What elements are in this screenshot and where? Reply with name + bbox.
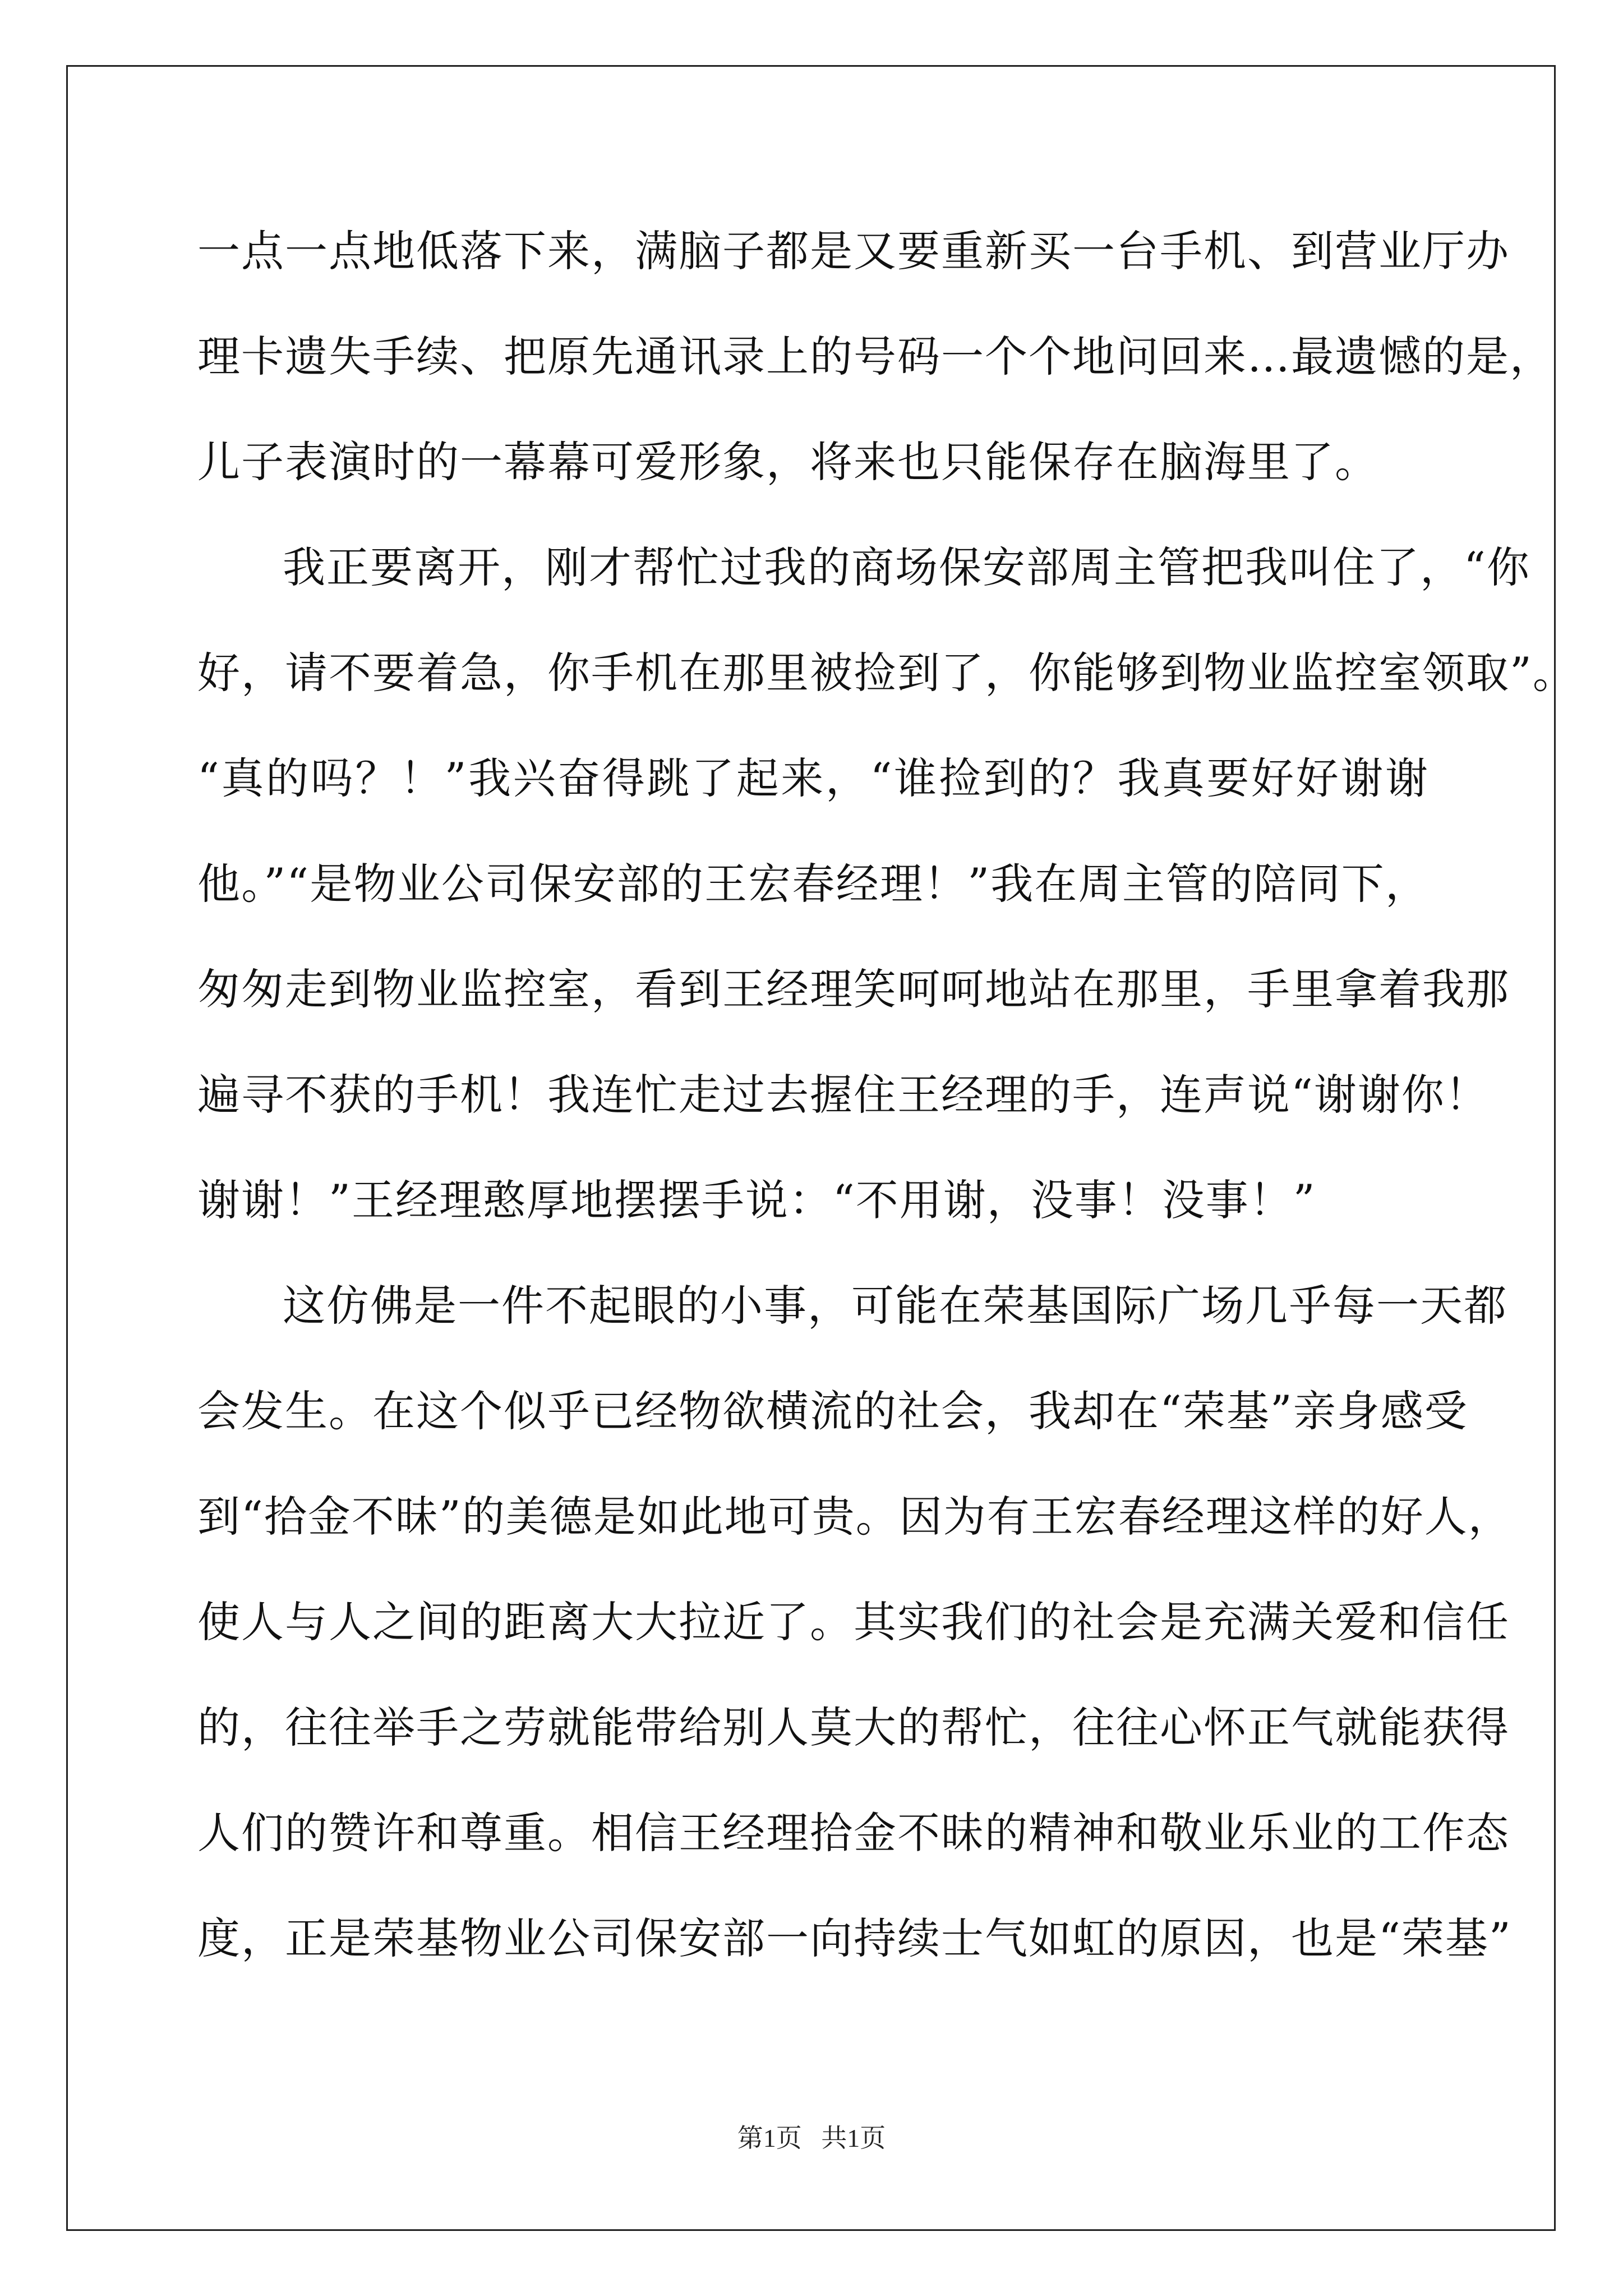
text-line: 理卡遗失手续、把原先通讯录上的号码一个个地问回来…最遗憾的是， xyxy=(197,332,1553,381)
text-line: 度，正是荣基物业公司保安部一向持续士气如虹的原因，也是“荣基” xyxy=(197,1913,1512,1963)
text-line: 一点一点地低落下来，满脑子都是又要重新买一台手机、到营业厅办 xyxy=(197,226,1510,276)
text-line: 的，往往举手之劳就能带给别人莫大的帮忙，往往心怀正气就能获得 xyxy=(197,1703,1510,1752)
text-line: 人们的赞许和尊重。相信王经理拾金不昧的精神和敬业乐业的工作态 xyxy=(197,1808,1510,1858)
paragraph-start-line: 这仿佛是一件不起眼的小事，可能在荣基国际广场几乎每一天都 xyxy=(283,1281,1507,1331)
document-body xyxy=(197,218,1576,2010)
text-line: 他。”“是物业公司保安部的王宏春经理！”我在周主管的陪同下， xyxy=(197,859,1429,909)
text-line: “真的吗？！”我兴奋得跳了起来，“谁捡到的？我真要好好谢谢 xyxy=(197,753,1429,803)
text-line: 遍寻不获的手机！我连忙走过去握住王经理的手，连声说“谢谢你！ xyxy=(197,1070,1489,1120)
text-line: 匆匆走到物业监控室，看到王经理笑呵呵地站在那里，手里拿着我那 xyxy=(197,964,1510,1014)
text-line: 到“拾金不昧”的美德是如此地可贵。因为有王宏春经理这样的好人， xyxy=(197,1492,1512,1542)
text-line: 会发生。在这个似乎已经物欲横流的社会，我却在“荣基”亲身感受 xyxy=(197,1386,1468,1436)
text-line: 好，请不要着急，你手机在那里被捡到了，你能够到物业监控室领取”。 xyxy=(197,648,1576,698)
paragraph-start-line: 我正要离开，刚才帮忙过我的商场保安部周主管把我叫住了，“你 xyxy=(283,542,1530,592)
text-line: 使人与人之间的距离大大拉近了。其实我们的社会是充满关爱和信任 xyxy=(197,1597,1510,1647)
text-line: 谢谢！”王经理憨厚地摆摆手说：“不用谢，没事！没事！” xyxy=(197,1175,1316,1225)
page-footer: 第1页 共1页 xyxy=(737,2124,886,2152)
text-line: 儿子表演时的一幕幕可爱形象，将来也只能保存在脑海里了。 xyxy=(197,437,1378,487)
